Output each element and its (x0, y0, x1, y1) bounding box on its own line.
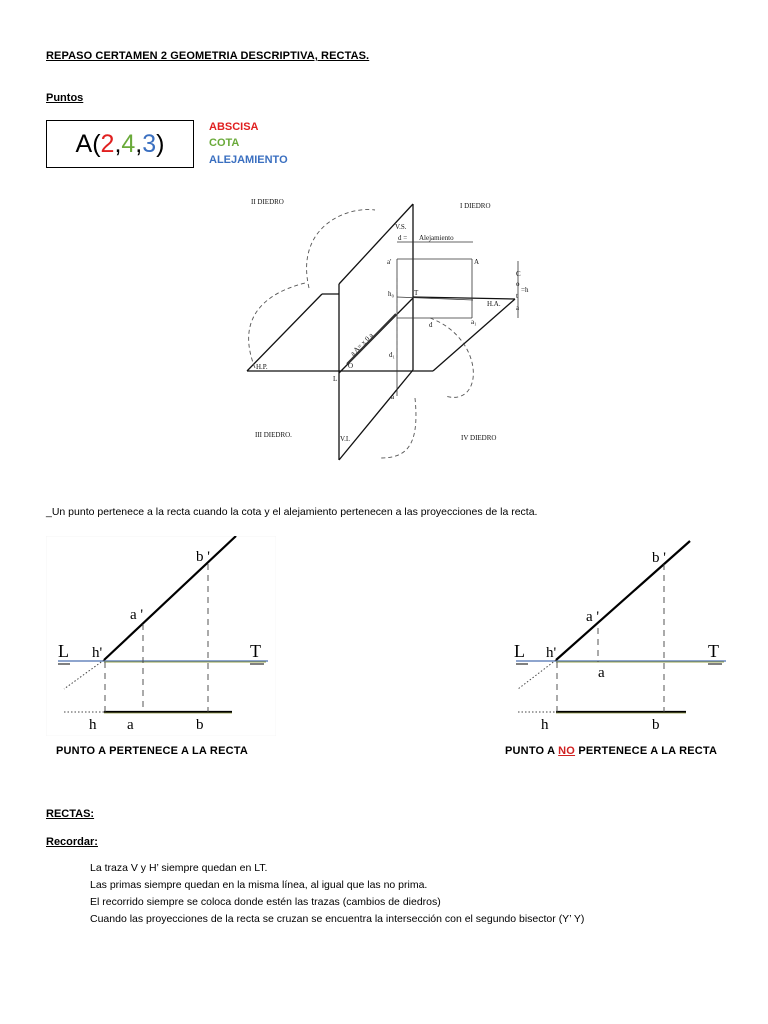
diagonal-label: a A= x 0 a (348, 331, 375, 358)
a-label: a (127, 717, 134, 733)
h-prime-label: h' (546, 645, 557, 661)
a-label: a (391, 393, 395, 401)
point-notation-box (46, 120, 194, 168)
note-item: El recorrido siempre se coloca donde estén las trazas (cambios de diedros) (90, 896, 441, 908)
note-item: Cuando las proyecciones de la recta se cruzan se encuentra la intersección con el segundo bisector (Y’ Y) (90, 913, 585, 925)
projection-figure-pertenece (46, 536, 276, 736)
cota-letter-t: t (516, 292, 518, 300)
a-prime-label: a' (387, 258, 392, 266)
cota-value: 4 (121, 129, 136, 158)
h-prime-label: h' (92, 645, 103, 661)
caption-no-pertenece (505, 745, 717, 757)
b-label: b (196, 717, 204, 733)
belonging-rule-text: _Un punto pertenece a la recta cuando la cota y el alejamiento pertenecen a las proyecciones de la recta. (46, 506, 538, 518)
O-label: O (348, 362, 354, 370)
a-prime-label: a ' (586, 609, 600, 625)
cota-letter-c: C (516, 270, 521, 278)
a-label: a (598, 665, 605, 681)
iv-diedro-label: IV DIEDRO (461, 434, 497, 442)
puntos-heading: Puntos (46, 92, 84, 104)
separator: , (114, 129, 122, 158)
alejamiento-value: 3 (142, 129, 157, 158)
a1-label: a₁ (471, 318, 477, 326)
d-eq-label: d = (398, 234, 408, 242)
eq-h-label: =h (521, 286, 529, 294)
h-label: h (541, 717, 549, 733)
T-label: T (708, 641, 719, 661)
alejamiento-label: Alejamiento (419, 234, 454, 242)
caption-no: NO (558, 745, 576, 757)
legend-abscisa: ABSCISA (209, 121, 259, 133)
iii-diedro-label: III DIEDRO. (255, 431, 292, 439)
caption-pertenece: PUNTO A PERTENECE A LA RECTA (56, 745, 248, 757)
L-label: L (514, 641, 525, 661)
abscisa-value: 2 (100, 129, 115, 158)
b-label: b (652, 717, 660, 733)
legend-cota: COTA (209, 137, 240, 149)
paren-open: ( (92, 129, 101, 158)
rectas-heading: RECTAS: (46, 808, 95, 820)
cota-letter-a: a (516, 304, 520, 312)
note-item: Las primas siempre quedan en la misma línea, al igual que las no prima. (90, 879, 428, 891)
vi-label: V.I. (340, 435, 350, 443)
d1-label: d₁ (389, 351, 395, 359)
caption-post: PERTENECE A LA RECTA (575, 745, 718, 757)
L-label: L (58, 641, 69, 661)
h-label: h (89, 717, 97, 733)
b-prime-label: b ' (196, 549, 210, 565)
vs-label: V.S. (395, 223, 407, 231)
ha-label: H.A. (487, 300, 501, 308)
d-label: d (429, 321, 433, 329)
i-diedro-label: I DIEDRO (460, 202, 491, 210)
page-title: REPASO CERTAMEN 2 GEOMETRIA DESCRIPTIVA, RECTAS. (46, 50, 370, 62)
separator: , (135, 129, 143, 158)
T-label: T (414, 289, 419, 297)
paren-close: ) (156, 129, 165, 158)
recordar-notes (90, 860, 584, 928)
dihedral-diagram (235, 188, 535, 468)
point-name: A (75, 129, 93, 158)
legend-alejamiento: ALEJAMIENTO (209, 154, 288, 166)
h0-label: h₀ (388, 290, 394, 298)
note-item: La traza V y H’ siempre quedan en LT. (90, 862, 268, 874)
a-prime-label: a ' (130, 607, 144, 623)
T-label: T (250, 641, 261, 661)
projection-figure-no-pertenece (508, 536, 730, 736)
caption-pre: PUNTO A (505, 745, 559, 757)
ii-diedro-label: II DIEDRO (251, 198, 284, 206)
cota-letter-o: o (516, 280, 520, 288)
L-label: L (333, 375, 338, 383)
hp-label: H.P. (256, 363, 268, 371)
point-A-label: A (474, 258, 480, 266)
recordar-heading: Recordar: (46, 836, 98, 848)
b-prime-label: b ' (652, 550, 666, 566)
